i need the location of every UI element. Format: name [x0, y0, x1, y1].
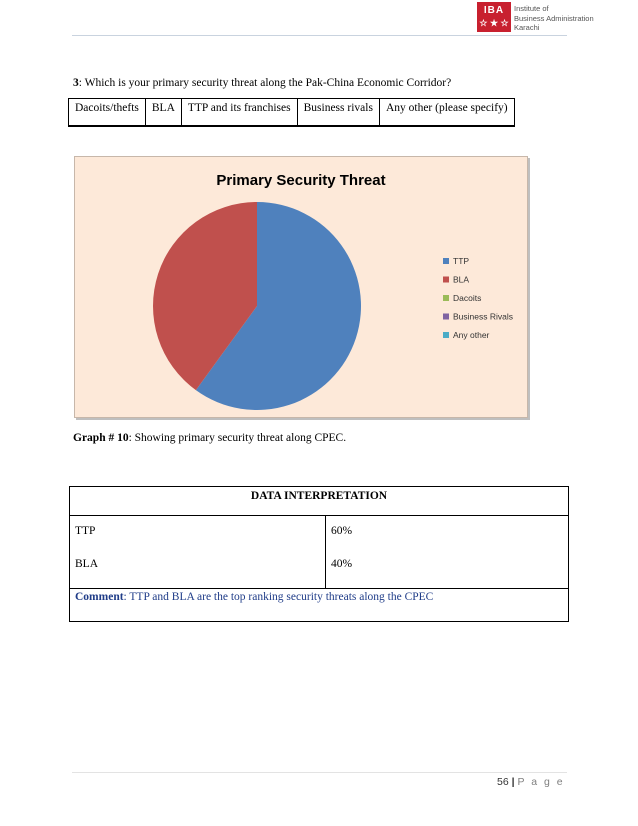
- pie-chart-svg: [75, 157, 527, 417]
- options-row: [69, 99, 515, 127]
- comment-label: Comment: [75, 591, 124, 603]
- interp-value-bla: 40%: [331, 558, 353, 570]
- interpretation-comment: [70, 589, 569, 622]
- interp-value-ttp: 60%: [331, 525, 353, 537]
- graph-caption: [73, 432, 346, 444]
- legend-label: Any other: [453, 330, 490, 340]
- legend-label: Business Rivals: [453, 311, 513, 322]
- interp-label-bla: BLA: [75, 558, 98, 570]
- logo-abbr: IBA: [483, 5, 505, 16]
- chart-legend: [443, 256, 513, 340]
- legend-swatch: [443, 295, 449, 301]
- page-number: 56: [497, 776, 509, 788]
- legend-label: TTP: [453, 256, 470, 266]
- legend-swatch: [443, 314, 449, 320]
- logo-line-2: Business Administration: [514, 13, 594, 23]
- footer-separator: |: [511, 776, 515, 788]
- option-bla: BLA: [145, 99, 181, 127]
- logo-line-3: Karachi: [514, 23, 540, 32]
- iba-logo: [477, 2, 511, 32]
- caption-label: Graph # 10: [73, 432, 129, 444]
- option-dacoits: Dacoits/thefts: [69, 99, 146, 127]
- interpretation-labels: [70, 516, 326, 589]
- option-ttp: TTP and its franchises: [181, 99, 297, 127]
- question-text: : Which is your primary security threat along the Pak-China Economic Corridor?: [78, 77, 452, 89]
- legend-swatch: [443, 277, 449, 283]
- question-number: 3: [73, 77, 79, 89]
- page-word: P a g e: [517, 776, 565, 788]
- interpretation-title: DATA INTERPRETATION: [70, 487, 569, 516]
- options-table: [68, 98, 515, 127]
- logo-line-1: Institute of: [514, 4, 549, 13]
- legend-swatch: [443, 258, 449, 264]
- option-business-rivals: Business rivals: [297, 99, 379, 127]
- legend-swatch: [443, 332, 449, 338]
- legend-label: BLA: [453, 274, 470, 285]
- interp-label-ttp: TTP: [75, 525, 96, 537]
- pie-slices: [153, 202, 361, 410]
- caption-text: : Showing primary security threat along CPEC.: [128, 432, 347, 444]
- option-any-other: Any other (please specify): [379, 99, 514, 127]
- legend-label: Dacoits: [453, 293, 482, 303]
- footer-divider: [72, 772, 567, 773]
- question: [73, 77, 451, 89]
- logo-star-icon: ☆ ★ ☆: [479, 18, 509, 28]
- chart-title: Primary Security Threat: [216, 172, 386, 189]
- interpretation-values: [326, 516, 569, 589]
- logo-text: [514, 4, 594, 33]
- header-divider: [72, 35, 567, 36]
- data-interpretation-table: [69, 486, 569, 622]
- comment-text: : TTP and BLA are the top ranking security threats along the CPEC: [123, 591, 434, 603]
- page-footer: [497, 776, 565, 788]
- pie-chart: [74, 156, 528, 418]
